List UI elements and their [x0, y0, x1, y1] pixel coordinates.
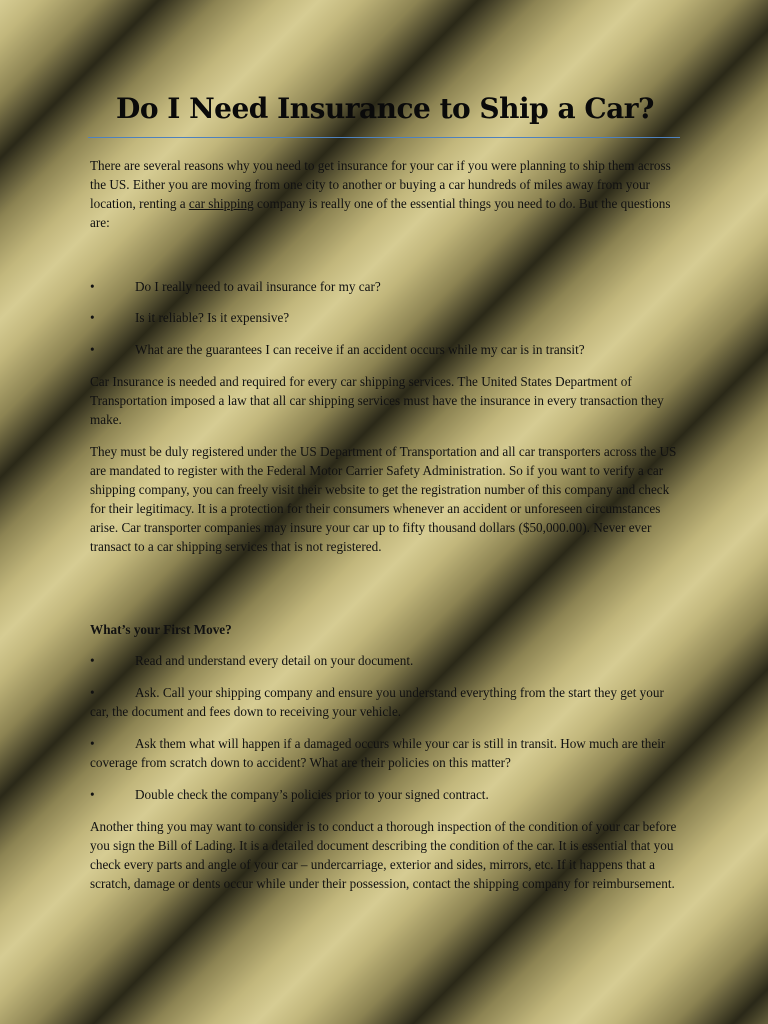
- insurance-requirement-paragraph: Car Insurance is needed and required for every car shipping services. The United States Department of Transportation imposed a law that all car shipping services must have the insurance in every transaction they make.: [90, 374, 664, 427]
- bullet-icon: •: [90, 787, 95, 802]
- step-text: Ask. Call your shipping company and ensure you understand everything from the start they get your car, the document and fees down to receiving your vehicle.: [90, 685, 664, 719]
- question-text: Is it reliable? Is it expensive?: [135, 310, 290, 325]
- inspection-paragraph: Another thing you may want to consider is to conduct a thorough inspection of the condition of your car before you sign the Bill of Lading. It is a detailed document describing the condition of the car. It is essential that you check every parts and angle of your car – undercarriage, exterior and sides, mirrors, etc. If it happens that a scratch, damage or dents occur while under their possession, contact the shipping company for reimbursement.: [90, 819, 677, 891]
- step-text: Double check the company’s policies prior to your signed contract.: [135, 787, 489, 802]
- bullet-icon: •: [90, 279, 95, 294]
- car-shipping-link[interactable]: car shipping: [188, 196, 254, 211]
- bullet-icon: •: [90, 653, 95, 668]
- document-title: Do I Need Insurance to Ship a Car?: [116, 92, 654, 125]
- bullet-icon: •: [90, 736, 95, 751]
- question-item: [90, 277, 680, 296]
- registration-paragraph: They must be duly registered under the US Department of Transportation and all car transporters across the US are mandated to register with the Federal Motor Carrier Safety Administration. So if you want to verify a car shipping company, you can freely visit their website to get the registration number of this company and check for their legitimacy. It is a protection for their consumers whenever an accident or unforeseen circumstances arise. Car transporter companies may insure your car up to fifty thousand dollars ($50,000.00). Never ever transact to a car shipping services that is not registered.: [90, 444, 677, 554]
- bullet-icon: •: [90, 685, 95, 700]
- step-item: [90, 785, 680, 804]
- bullet-icon: •: [90, 310, 95, 325]
- bullet-icon: •: [90, 342, 95, 357]
- question-text: What are the guarantees I can receive if an accident occurs while my car is in transit?: [135, 342, 585, 357]
- question-text: Do I really need to avail insurance for my car?: [135, 279, 381, 294]
- step-item: [90, 683, 680, 721]
- step-item: [90, 651, 680, 670]
- title-underline: [88, 137, 680, 138]
- step-text: Ask them what will happen if a damaged occurs while your car is still in transit. How much are their coverage from scratch down to accident? What are their policies on this matter?: [90, 736, 666, 770]
- step-text: Read and understand every detail on your document.: [135, 653, 414, 668]
- question-item: [90, 308, 680, 327]
- document-page: [90, 0, 680, 1024]
- intro-text-start: There are several reasons why you need to get insurance for your car if you were planning to ship them across the US. Either you are moving from one city to another or buying a car hundreds of miles away from your location, renting a: [90, 158, 671, 211]
- question-item: [90, 340, 680, 359]
- step-item: [90, 734, 680, 772]
- first-move-heading: What’s your First Move?: [90, 622, 232, 637]
- intro-paragraph: [90, 156, 680, 232]
- intro-text-end: company is really one of the essential things you need to do. But the questions are:: [90, 196, 671, 230]
